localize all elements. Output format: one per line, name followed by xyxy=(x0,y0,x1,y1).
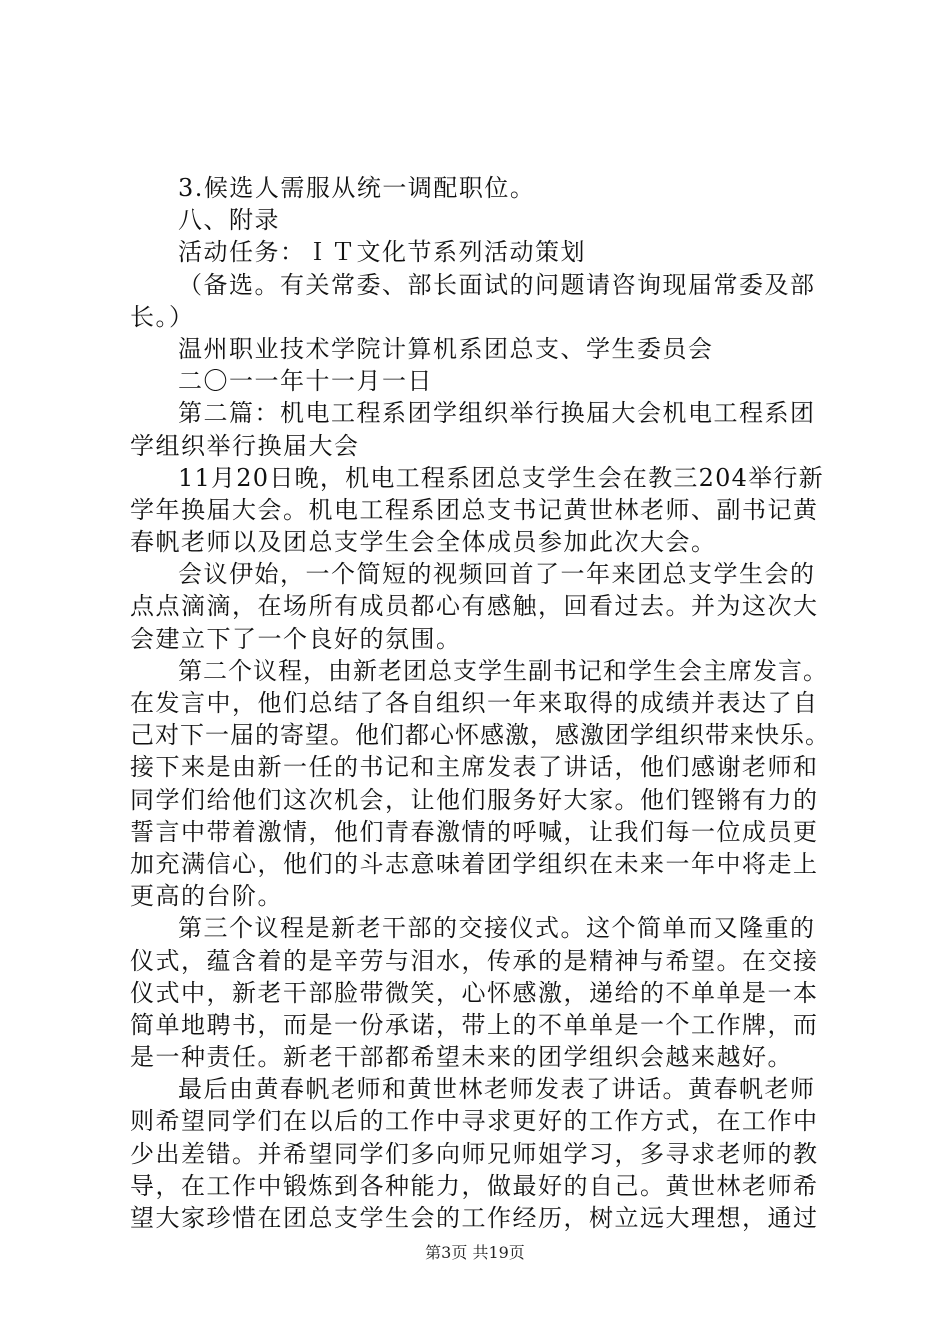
text-line: 二〇一一年十一月一日 xyxy=(178,367,433,396)
text-line: 长。） xyxy=(130,302,195,331)
text-line: 接下来是由新一任的书记和主席发表了讲话，他们感谢老师和 xyxy=(130,753,819,782)
document-body xyxy=(130,172,830,1234)
text-line: 第二个议程，由新老团总支学生副书记和学生会主席发言。 xyxy=(178,656,828,685)
text-line: 温州职业技术学院计算机系团总支、学生委员会 xyxy=(178,334,714,363)
page-number-label: 第3页 共19页 xyxy=(425,1243,525,1262)
text-line: 3.候选人需服从统一调配职位。 xyxy=(178,174,536,202)
text-line: 望大家珍惜在团总支学生会的工作经历，树立远大理想，通过 xyxy=(130,1204,819,1232)
text-line: 八、附录 xyxy=(178,206,280,235)
text-line: 仪式，蕴含着的是辛劳与泪水，传承的是精神与希望。在交接 xyxy=(130,946,819,975)
text-line: 仪式中，新老干部脸带微笑，心怀感激，递给的不单单是一本 xyxy=(130,978,819,1007)
text-line: 点点滴滴，在场所有成员都心有感触，回看过去。并为这次大 xyxy=(130,592,819,621)
page-footer xyxy=(0,1243,950,1263)
text-line: 加充满信心，他们的斗志意味着团学组织在未来一年中将走上 xyxy=(130,849,819,878)
text-line: 导，在工作中锻炼到各种能力，做最好的自己。黄世林老师希 xyxy=(130,1171,819,1200)
text-line: 是一种责任。新老干部都希望未来的团学组织会越来越好。 xyxy=(130,1043,793,1072)
text-line: 同学们给他们这次机会，让他们服务好大家。他们铿锵有力的 xyxy=(130,785,819,814)
text-line: 第三个议程是新老干部的交接仪式。这个简单而又隆重的 xyxy=(178,914,816,943)
text-line: （备选。有关常委、部长面试的问题请咨询现届常委及部 xyxy=(178,270,816,299)
text-line: 更高的台阶。 xyxy=(130,882,283,911)
text-line: 在发言中，他们总结了各自组织一年来取得的成绩并表达了自 xyxy=(130,689,819,717)
text-line: 活动任务：ＩＴ文化节系列活动策划 xyxy=(178,238,586,267)
text-line: 会建立下了一个良好的氛围。 xyxy=(130,624,462,653)
text-line: 学组织举行换届大会 xyxy=(130,431,360,460)
text-line: 己对下一届的寄望。他们都心怀感激，感激团学组织带来快乐。 xyxy=(130,721,830,750)
text-line: 学年换届大会。机电工程系团总支书记黄世林老师、副书记黄 xyxy=(130,495,819,524)
text-line: 则希望同学们在以后的工作中寻求更好的工作方式，在工作中 xyxy=(130,1107,819,1136)
text-line: 春帆老师以及团总支学生会全体成员参加此次大会。 xyxy=(130,528,717,557)
text-line: 少出差错。并希望同学们多向师兄师姐学习，多寻求老师的教 xyxy=(130,1139,819,1168)
text-line: 最后由黄春帆老师和黄世林老师发表了讲话。黄春帆老师 xyxy=(178,1075,816,1104)
text-line: 会议伊始，一个简短的视频回首了一年来团总支学生会的 xyxy=(178,560,816,589)
text-line: 简单地聘书，而是一份承诺，带上的不单单是一个工作牌，而 xyxy=(130,1010,819,1039)
text-line: 誓言中带着激情，他们青春激情的呼喊，让我们每一位成员更 xyxy=(130,817,819,846)
text-line: 第二篇：机电工程系团学组织举行换届大会机电工程系团 xyxy=(178,399,816,428)
text-line: 11月20日晚，机电工程系团总支学生会在教三204举行新 xyxy=(178,463,824,492)
